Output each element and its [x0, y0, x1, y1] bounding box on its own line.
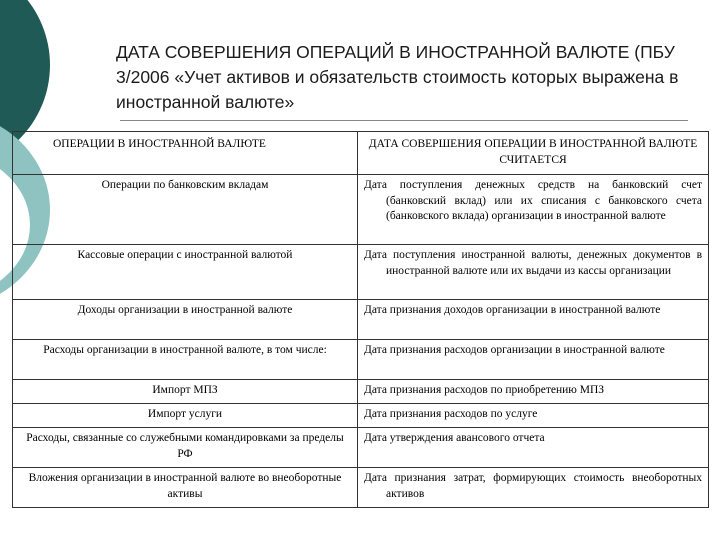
table-row — [13, 340, 709, 380]
operation-cell: Импорт МПЗ — [13, 380, 358, 404]
header-date: ДАТА СОВЕРШЕНИЯ ОПЕРАЦИИ В ИНОСТРАННОЙ ВАЛЮТЕ СЧИТАЕТСЯ — [358, 132, 709, 175]
table-row — [13, 300, 709, 340]
operation-cell: Импорт услуги — [13, 404, 358, 428]
operation-cell: Операции по банковским вкладам — [13, 175, 358, 245]
date-cell: Дата признания расходов по услуге — [358, 404, 709, 428]
date-cell: Дата утверждения авансового отчета — [358, 428, 709, 468]
date-cell: Дата поступления денежных средств на банковский счет (банковский вклад) или их списания с банковского счета (банковского вклада) организации в иностранной валюте — [358, 175, 709, 245]
table-header-row — [13, 132, 709, 175]
table-row — [13, 380, 709, 404]
date-cell: Дата признания доходов организации в иностранной валюте — [358, 300, 709, 340]
date-cell: Дата признания затрат, формирующих стоимость внеоборотных активов — [358, 468, 709, 508]
operations-table — [12, 131, 709, 508]
date-cell: Дата признания расходов по приобретению МПЗ — [358, 380, 709, 404]
operation-cell: Расходы, связанные со служебными командировками за пределы РФ — [13, 428, 358, 468]
title-divider — [120, 120, 688, 121]
table-row — [13, 404, 709, 428]
header-operations: ОПЕРАЦИИ В ИНОСТРАННОЙ ВАЛЮТЕ — [13, 132, 358, 175]
operation-cell: Доходы организации в иностранной валюте — [13, 300, 358, 340]
table-row — [13, 428, 709, 468]
table-row — [13, 468, 709, 508]
table-row — [13, 175, 709, 245]
operation-cell: Расходы организации в иностранной валюте, в том числе: — [13, 340, 358, 380]
table-row — [13, 245, 709, 300]
operation-cell: Вложения организации в иностранной валюте во внеоборотные активы — [13, 468, 358, 508]
date-cell: Дата поступления иностранной валюты, денежных документов в иностранной валюте или их выдачи из кассы организации — [358, 245, 709, 300]
operation-cell: Кассовые операции с иностранной валютой — [13, 245, 358, 300]
date-cell: Дата признания расходов организации в иностранной валюте — [358, 340, 709, 380]
slide-title: ДАТА СОВЕРШЕНИЯ ОПЕРАЦИЙ В ИНОСТРАННОЙ ВАЛЮТЕ (ПБУ 3/2006 «Учет активов и обязательств стоимость которых выражена в иностранной валюте» — [116, 42, 679, 112]
